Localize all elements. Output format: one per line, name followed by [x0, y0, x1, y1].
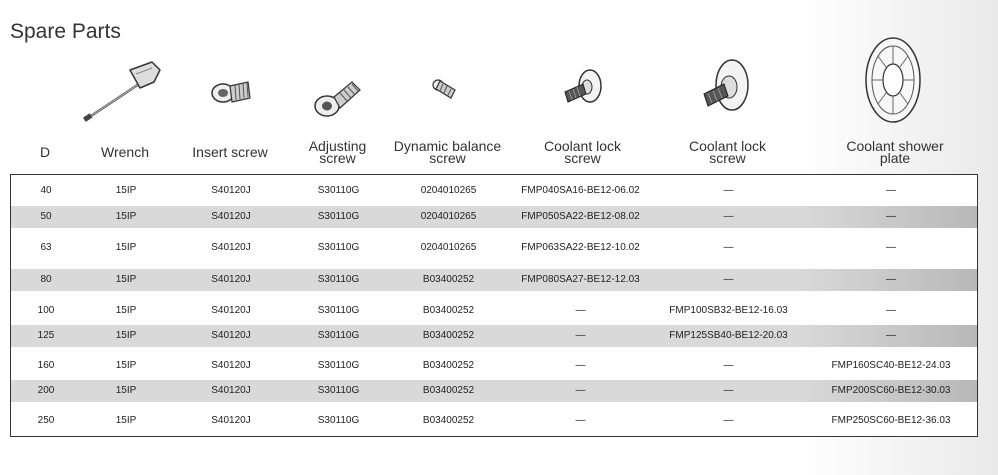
header-d-label: D [39, 144, 51, 160]
cell-coolant-lock-b: — [723, 274, 734, 285]
table-row [11, 380, 977, 402]
cell-d: 63 [40, 242, 52, 253]
cell-insert-screw: S40120J [211, 415, 251, 426]
cell-adjusting-screw: S30110G [317, 274, 360, 285]
table-row [11, 269, 977, 291]
cell-insert-screw: S40120J [211, 274, 251, 285]
cell-d: 100 [37, 305, 55, 316]
adjusting-screw-icon [290, 40, 385, 125]
header-row [10, 40, 980, 170]
table-row [11, 410, 977, 432]
cell-adjusting-screw: S30110G [317, 242, 360, 253]
header-coolant-lock-a-label [515, 140, 650, 164]
cell-balance-screw: B03400252 [422, 305, 475, 316]
cell-balance-screw: B03400252 [422, 360, 475, 371]
header-adjusting-line1: Adjusting [308, 138, 367, 154]
cell-insert-screw: S40120J [211, 360, 251, 371]
cell-shower-plate: FMP200SC60-BE12-30.03 [831, 385, 951, 396]
cell-coolant-lock-b: — [723, 242, 734, 253]
cell-adjusting-screw: S30110G [317, 185, 360, 196]
header-shower-line2: plate [879, 150, 911, 166]
cell-adjusting-screw: S30110G [317, 330, 360, 341]
cell-adjusting-screw: S30110G [317, 211, 360, 222]
cell-wrench: 15IP [115, 330, 137, 341]
header-lock-b-line1: Coolant lock [688, 138, 767, 154]
cell-d: 200 [37, 385, 55, 396]
cell-wrench: 15IP [115, 185, 137, 196]
cell-insert-screw: S40120J [211, 385, 251, 396]
cell-coolant-lock-a: — [575, 360, 586, 371]
cell-coolant-lock-a: — [575, 305, 586, 316]
header-lock-a-line1: Coolant lock [543, 138, 622, 154]
cell-d: 40 [40, 185, 52, 196]
cell-balance-screw: B03400252 [422, 415, 475, 426]
header-d [10, 40, 80, 170]
cell-wrench: 15IP [115, 242, 137, 253]
header-dynamic-balance-screw [385, 40, 510, 170]
cell-shower-plate: — [886, 211, 896, 222]
cell-shower-plate: — [886, 274, 896, 285]
header-dynamic-balance-label [385, 140, 510, 164]
cell-balance-screw: B03400252 [422, 274, 475, 285]
cell-coolant-lock-a: FMP080SA27-BE12-12.03 [521, 274, 640, 285]
page-title: Spare Parts [10, 20, 121, 43]
table-row [11, 206, 977, 228]
header-insert-screw [180, 40, 280, 170]
set-screw-icon [385, 40, 510, 125]
cell-coolant-lock-b: — [723, 360, 734, 371]
cell-coolant-lock-a: FMP050SA22-BE12-08.02 [521, 211, 640, 222]
cell-d: 125 [37, 330, 55, 341]
table-row [11, 300, 977, 322]
header-coolant-lock-b-label [660, 140, 795, 164]
cell-balance-screw: 0204010265 [420, 185, 477, 196]
cell-shower-plate: — [886, 330, 896, 341]
cell-coolant-lock-b: — [723, 385, 734, 396]
cell-shower-plate: — [886, 185, 896, 196]
table-row [11, 180, 977, 202]
cell-balance-screw: 0204010265 [420, 211, 477, 222]
cell-adjusting-screw: S30110G [317, 385, 360, 396]
cell-coolant-lock-a: — [575, 415, 586, 426]
cell-adjusting-screw: S30110G [317, 360, 360, 371]
cell-coolant-lock-a: — [575, 330, 586, 341]
cell-coolant-lock-a: FMP040SA16-BE12-06.02 [521, 185, 640, 196]
cell-adjusting-screw: S30110G [317, 415, 360, 426]
coolant-shower-plate-icon [815, 34, 975, 124]
cell-d: 80 [40, 274, 52, 285]
cell-shower-plate: — [886, 305, 896, 316]
cell-balance-screw: B03400252 [422, 385, 475, 396]
table-row [11, 355, 977, 377]
table-row [11, 325, 977, 347]
cell-d: 50 [40, 211, 52, 222]
cell-coolant-lock-b: — [723, 185, 734, 196]
table-row [11, 237, 977, 259]
cell-shower-plate: FMP250SC60-BE12-36.03 [831, 415, 951, 426]
cell-insert-screw: S40120J [211, 211, 251, 222]
cell-wrench: 15IP [115, 211, 137, 222]
cell-coolant-lock-b: FMP100SB32-BE12-16.03 [669, 305, 788, 316]
cell-d: 160 [37, 360, 55, 371]
header-dynamic-line1: Dynamic balance [393, 138, 502, 154]
cell-coolant-lock-b: — [723, 415, 734, 426]
cell-coolant-lock-b: FMP125SB40-BE12-20.03 [669, 330, 788, 341]
cell-wrench: 15IP [115, 274, 137, 285]
header-insert-screw-label: Insert screw [192, 144, 268, 160]
cell-insert-screw: S40120J [211, 242, 251, 253]
cell-insert-screw: S40120J [211, 305, 251, 316]
header-shower-plate [815, 40, 975, 170]
cell-shower-plate: FMP160SC40-BE12-24.03 [831, 360, 951, 371]
header-shower-plate-label [815, 140, 975, 164]
spare-parts-table [10, 174, 978, 437]
cell-coolant-lock-a: — [575, 385, 586, 396]
header-adjusting-screw-label [290, 140, 385, 164]
header-coolant-lock-b [660, 40, 795, 170]
torx-wrench-icon [80, 40, 170, 125]
header-dynamic-line2: screw [429, 150, 466, 166]
header-lock-a-line2: screw [564, 150, 601, 166]
cell-coolant-lock-b: — [723, 211, 734, 222]
cell-balance-screw: B03400252 [422, 330, 475, 341]
cell-wrench: 15IP [115, 305, 137, 316]
header-wrench [80, 40, 170, 170]
header-shower-line1: Coolant shower [846, 138, 944, 154]
cell-coolant-lock-a: FMP063SA22-BE12-10.02 [521, 242, 640, 253]
cell-insert-screw: S40120J [211, 185, 251, 196]
cell-shower-plate: — [886, 242, 896, 253]
cell-wrench: 15IP [115, 415, 137, 426]
header-coolant-lock-a [515, 40, 650, 170]
coolant-lock-screw-large-icon [660, 40, 795, 125]
cell-wrench: 15IP [115, 385, 137, 396]
insert-screw-icon [180, 40, 280, 125]
header-adjusting-line2: screw [319, 150, 356, 166]
coolant-lock-screw-small-icon [515, 40, 650, 125]
header-adjusting-screw [290, 40, 385, 170]
header-wrench-label: Wrench [101, 144, 149, 160]
cell-insert-screw: S40120J [211, 330, 251, 341]
cell-d: 250 [37, 415, 55, 426]
cell-adjusting-screw: S30110G [317, 305, 360, 316]
cell-balance-screw: 0204010265 [420, 242, 477, 253]
cell-wrench: 15IP [115, 360, 137, 371]
header-lock-b-line2: screw [709, 150, 746, 166]
